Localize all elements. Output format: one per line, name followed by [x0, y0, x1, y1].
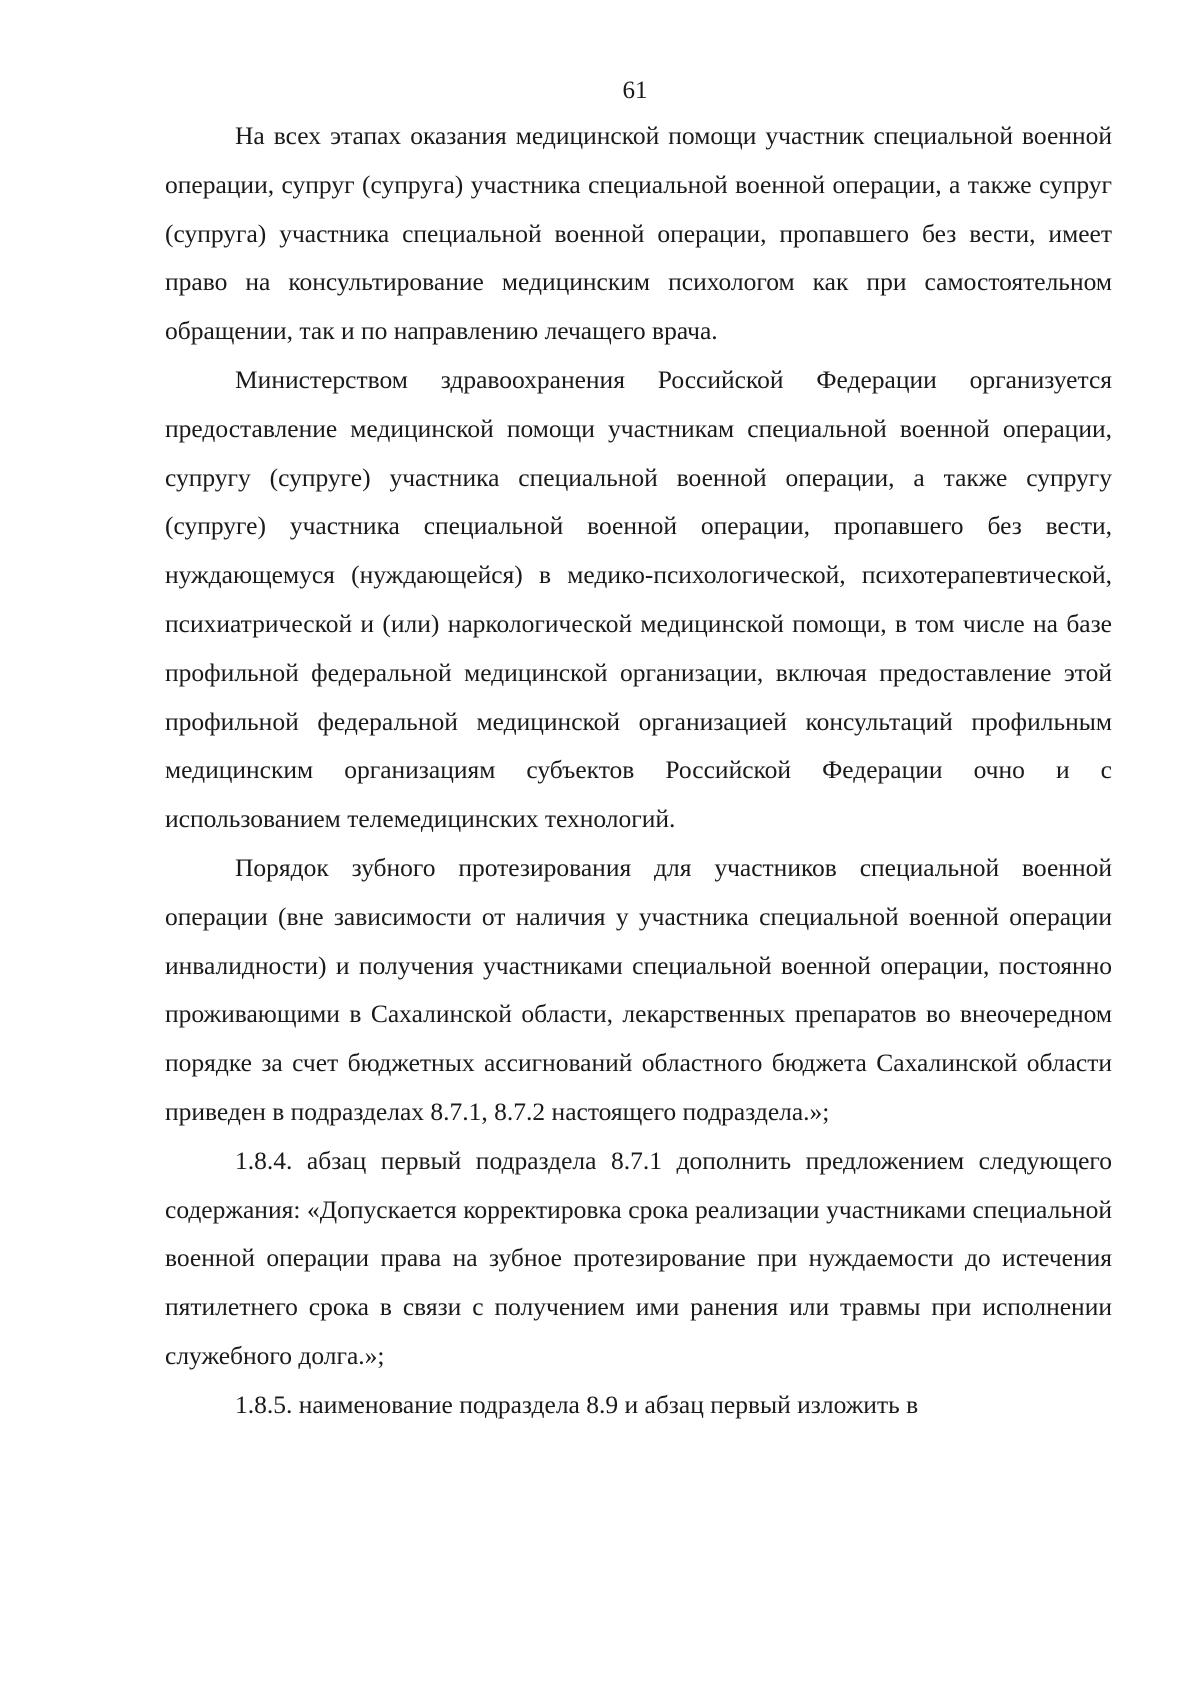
paragraph-ministry-of-health: Министерством здравоохранения Российской Федерации организуется предоставление медицинской помощи участникам специальной военной операции, супругу (супруге) участника специальной военной операции, а также супругу (супруге) участника специальной военной операции, пропавшего без вести, нуждающемуся (нуждающейся) в медико-психологической, психотерапевтической, психиатрической и (или) наркологической медицинской помощи, в том числе на базе профильной федеральной медицинской организации, включая предоставление этой профильной федеральной медицинской организацией консультаций профильным медицинским организациям субъектов Российской Федерации очно и с использованием телемедицинских технологий.: [165, 364, 1112, 834]
paragraph-item-1-8-4: 1.8.4. абзац первый подраздела 8.7.1 дополнить предложением следующего содержания: «Допускается корректировка срока реализации участниками специальной военной операции права на зубное протезирование при нуждаемости до истечения пятилетнего срока в связи с получением ими ранения или травмы при исполнении служебного долга.»;: [165, 1145, 1112, 1370]
paragraph-item-1-8-5: 1.8.5. наименование подраздела 8.9 и абзац первый изложить в: [235, 1389, 919, 1419]
paragraph-medical-psychologist: На всех этапах оказания медицинской помощи участник специальной военной операции, супруг (супруга) участника специальной военной операции, а также супруг (супруга) участника специальной военной операции, пропавшего без вести, имеет право на консультирование медицинским психологом как при самостоятельном обращении, так и по направлению лечащего врача.: [165, 121, 1112, 346]
page-number: 61: [622, 77, 648, 104]
paragraph-dental-prosthetics: Порядок зубного протезирования для участников специальной военной операции (вне зависимости от наличия у участника специальной военной операции инвалидности) и получения участниками специальной военной операции, постоянно проживающими в Сахалинской области, лекарственных препаратов во внеочередном порядке за счет бюджетных ассигнований областного бюджета Сахалинской области приведен в подразделах 8.7.1, 8.7.2 настоящего подраздела.»;: [165, 852, 1112, 1126]
document-body: [165, 112, 1112, 1430]
